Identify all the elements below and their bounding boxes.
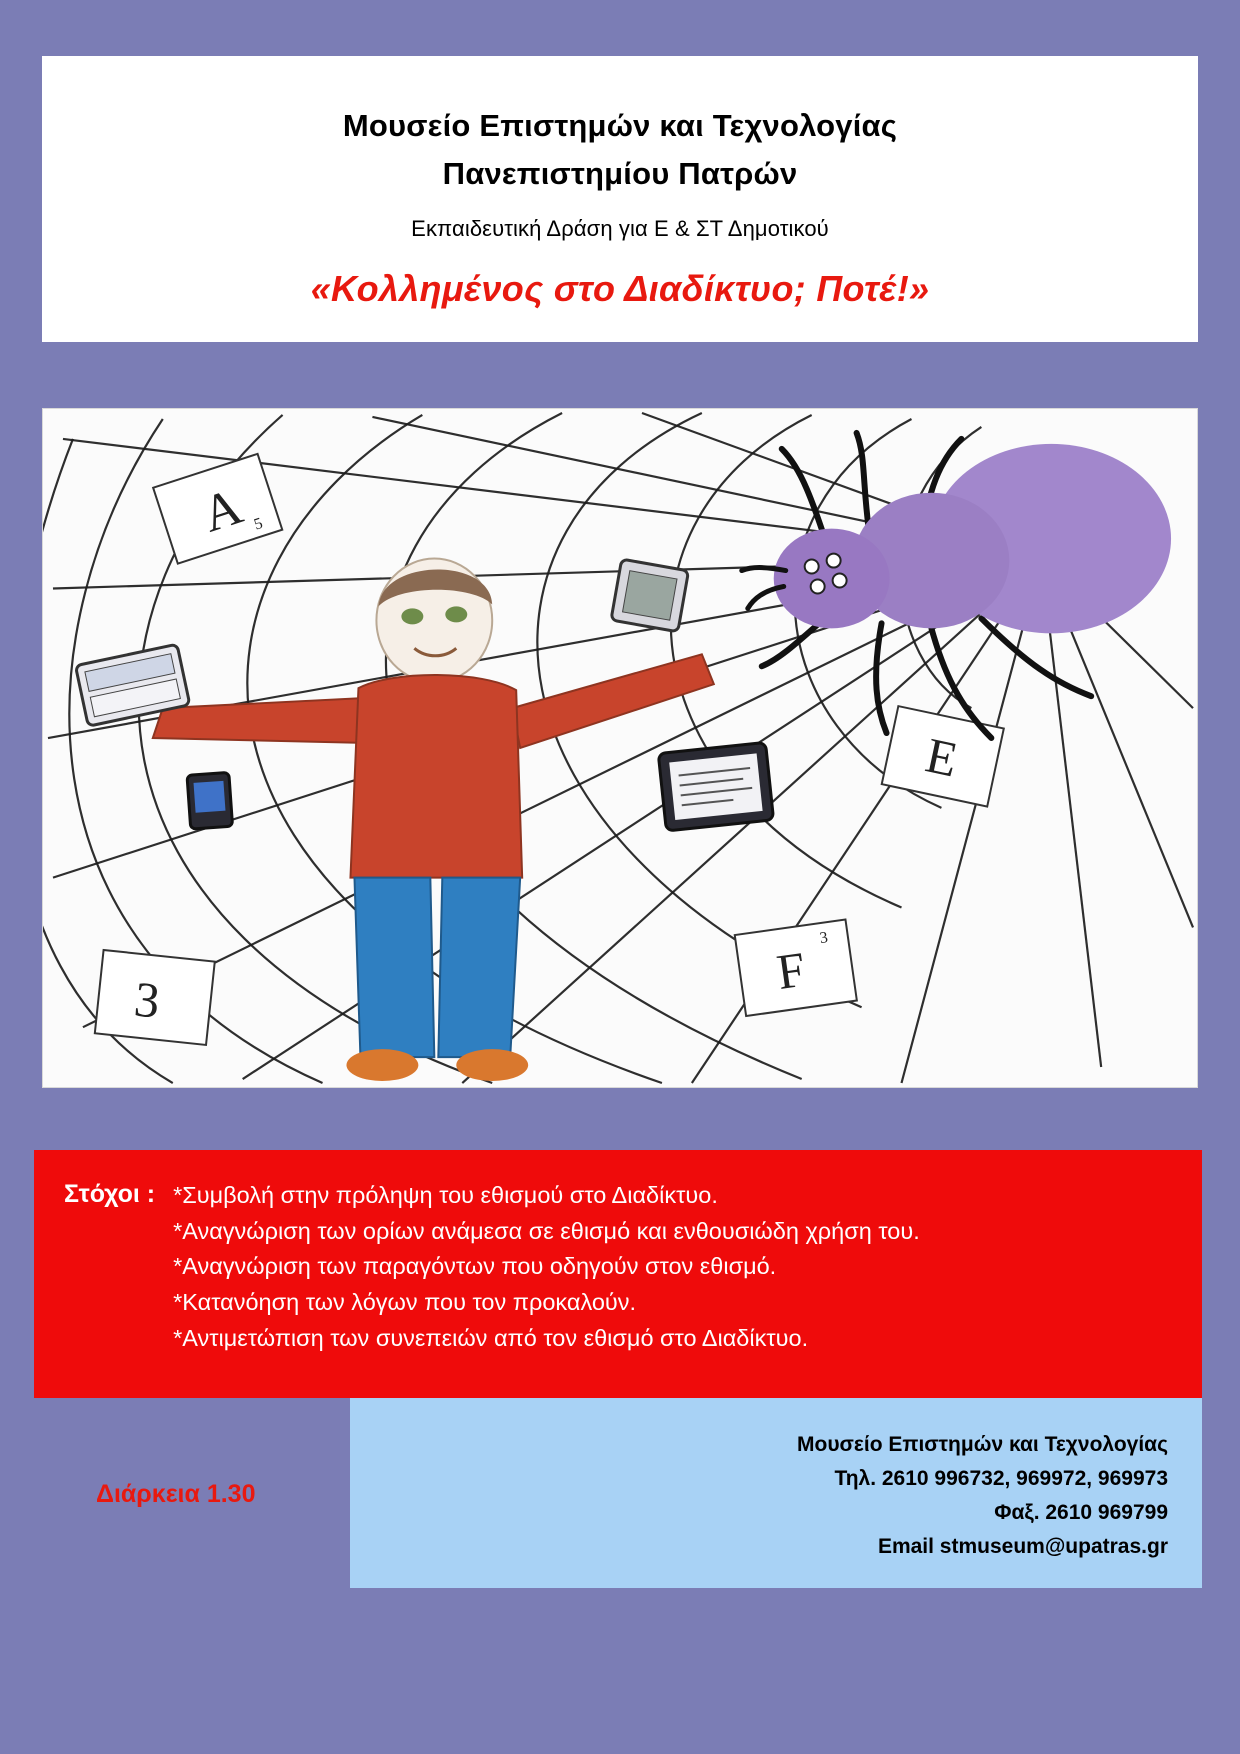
contact-panel bbox=[350, 1398, 1202, 1588]
spiderweb-drawing-svg bbox=[43, 409, 1197, 1087]
svg-text:E: E bbox=[921, 727, 963, 788]
museum-name-line1: Μουσείο Επιστημών και Τεχνολογίας bbox=[342, 108, 898, 143]
contact-fax: Φαξ. 2610 969799 bbox=[994, 1501, 1168, 1525]
svg-text:F: F bbox=[773, 941, 809, 1001]
svg-text:5: 5 bbox=[252, 514, 265, 534]
goal-item: *Κατανόηση των λόγων που τον προκαλούν. bbox=[173, 1289, 637, 1316]
duration-label: Διάρκεια 1.30 bbox=[96, 1480, 256, 1508]
goals-list bbox=[173, 1178, 1176, 1357]
contact-email: Email stmuseum@upatras.gr bbox=[877, 1535, 1168, 1559]
goals-label: Στόχοι : bbox=[64, 1180, 156, 1208]
goal-item: *Αναγνώριση των παραγόντων που οδηγούν στον εθισμό. bbox=[173, 1253, 777, 1280]
museum-name-line2: Πανεπιστημίου Πατρών bbox=[442, 156, 798, 192]
goal-item: *Αναγνώριση των ορίων ανάμεσα σε εθισμό και ενθουσιώδη χρήση του. bbox=[173, 1217, 920, 1244]
goal-item: *Αντιμετώπιση των συνεπειών από τον εθισμό στο Διαδίκτυο. bbox=[173, 1324, 809, 1351]
svg-text:3: 3 bbox=[818, 929, 830, 948]
page-title: «Κολλημένος στο Διαδίκτυο; Ποτέ!» bbox=[310, 268, 930, 310]
goal-item: *Συμβολή στην πρόληψη του εθισμού στο Διαδίκτυο. bbox=[173, 1182, 718, 1208]
svg-text:3: 3 bbox=[131, 971, 163, 1029]
header-panel bbox=[42, 56, 1198, 342]
header-subtitle: Εκπαιδευτική Δράση για Ε & ΣΤ Δημοτικού bbox=[411, 216, 829, 242]
goals-panel bbox=[34, 1150, 1202, 1398]
contact-museum-name: Μουσείο Επιστημών και Τεχνολογίας bbox=[797, 1433, 1168, 1456]
contact-phone: Τηλ. 2610 996732, 969972, 969973 bbox=[834, 1467, 1168, 1491]
svg-text:A: A bbox=[195, 477, 249, 544]
illustration-spiderweb-drawing bbox=[42, 408, 1198, 1088]
